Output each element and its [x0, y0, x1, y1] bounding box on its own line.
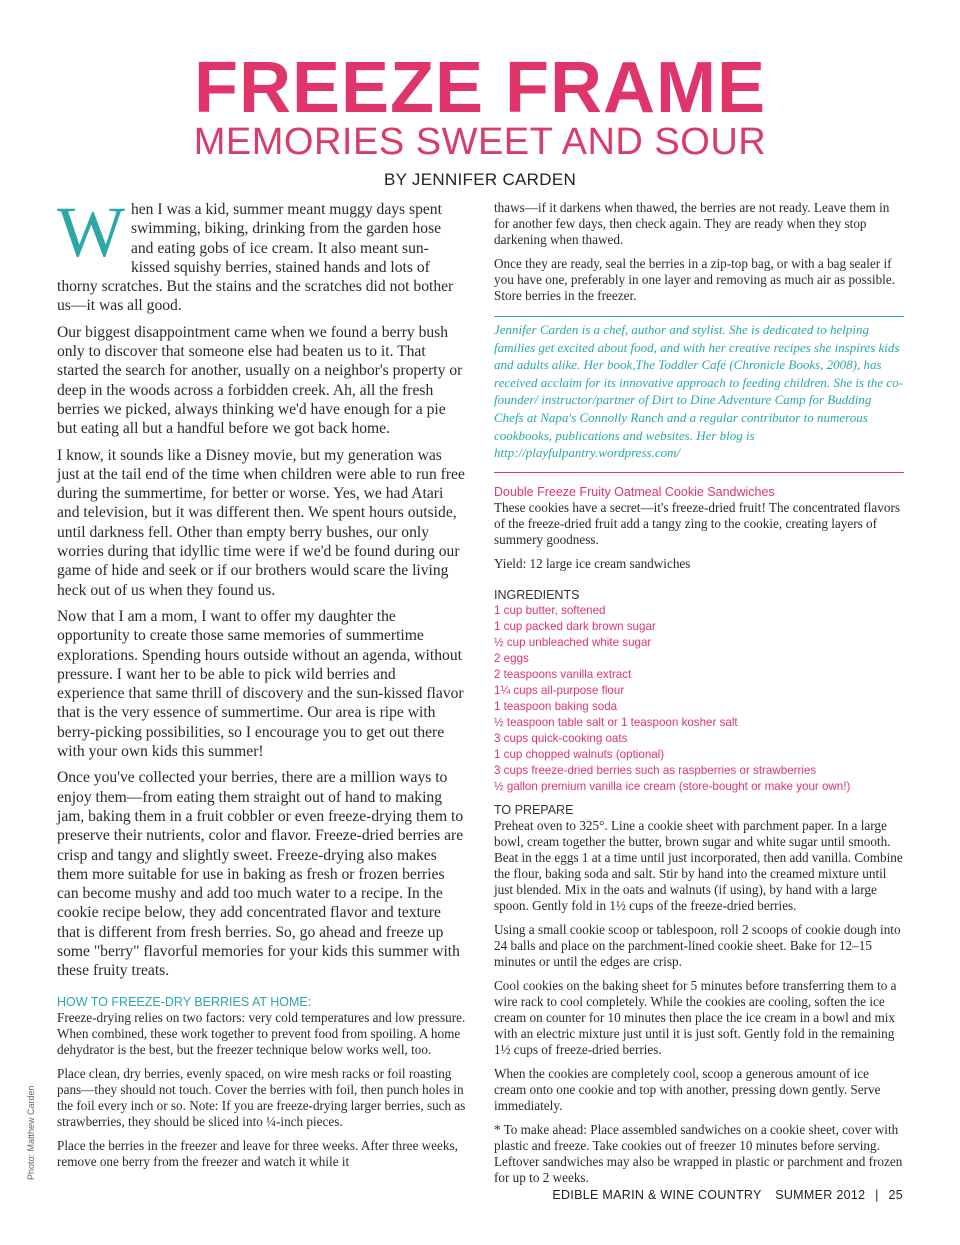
article-paragraph: Now that I am a mom, I want to offer my daughter the opportunity to create those same memories of summertime explorations. Spending hours outside without an agenda, without pressure. I want her to be able to pick wild berries and experience that same thrill of discovery and the sun-kissed flavor that is the very essence of summertime. Our area is ripe with berry-picking possibilities, so I encourage you to get out there with your own kids this summer! — [57, 607, 464, 761]
ingredient-item: 3 cups freeze-dried berries such as raspberries or strawberries — [494, 763, 817, 777]
left-column — [57, 192, 467, 1178]
make-ahead-note: * To make ahead: Place assembled sandwiches on a cookie sheet, cover with plastic and freeze. Take cookies out of freezer 10 minutes before serving. Leftover sandwiches may also be wrapped in plastic or parchment and frozen for up to 2 weeks. — [494, 1121, 903, 1185]
ingredient-item: 2 teaspoons vanilla extract — [494, 667, 632, 681]
ingredient-item: 2 eggs — [494, 651, 529, 665]
ingredient-item: 1 cup packed dark brown sugar — [494, 619, 656, 633]
article-paragraph: Our biggest disappointment came when we found a berry bush only to discover that someone else had beaten us to it. That started the search for another, usually on a neighbor's property or deep in the woods across a forbidden creek. Ah, all the fresh berries we picked, always thinking we'd have enough for a pie but eating all but a handful before we got back home. — [57, 323, 463, 438]
page-title: FREEZE FRAME — [193, 48, 766, 128]
ingredient-item: 3 cups quick-cooking oats — [494, 731, 628, 745]
recipe-title: Double Freeze Fruity Oatmeal Cookie Sandwiches — [494, 484, 775, 499]
page-number: 25 — [888, 1188, 903, 1202]
ingredient-item: 1 cup chopped walnuts (optional) — [494, 747, 665, 761]
prepare-heading: TO PREPARE — [494, 802, 574, 817]
author-bio: Jennifer Carden is a chef, author and stylist. She is dedicated to helping families get excited about food, and with her creative recipes she inspires kids and adults alike. Her book,The Toddler Café (Chronicle Books, 2008), has received acclaim for its innovative approach to feeding children. She is the co-founder/ instructor/partner of Dirt to Dine Adventure Camp for Budding Chefs at Napa's Connolly Ranch and a regular contributor to numerous cookbooks, publications and websites. Her blog is http://playfulpantry.wordpress.com/ — [494, 316, 904, 473]
article-paragraph: I know, it sounds like a Disney movie, but my generation was just at the tail end of the time when children were able to run free during the summertime, for better or worse. Yes, we had Atari and television, but it was different then. We spent hours outside, until darkness fell. Other than empty berry bushes, our only worries during that idyllic time were if we'd be found during our game of hide and seek or if our brothers would scare the living heck out of us when they found us. — [57, 446, 465, 599]
intro-text: hen I was a kid, summer meant muggy days spent swimming, biking, drinking from the garden hose and eating gobs of ice cream. It also meant sun-kissed squishy berries, stained hands and lots of thorny scratches. But the stains and the scratches did not bother us—it was all good. — [57, 201, 454, 315]
ingredient-item: 1¼ cups all-purpose flour — [494, 683, 625, 697]
prepare-step: Using a small cookie scoop or tablespoon, roll 2 scoops of cookie dough into 24 balls and place on the parchment-lined cookie sheet. Bake for 12–15 minutes or until the edges are crisp. — [494, 921, 901, 969]
howto-paragraph: Place clean, dry berries, evenly spaced, on wire mesh racks or foil roasting pans—they should not touch. Cover the berries with foil, then punch holes in the foil every inch or so. Note: If you are freeze-drying larger berries, such as strawberries, they should be sliced into ¼-inch pieces. — [57, 1065, 466, 1129]
right-column — [494, 200, 904, 1194]
howto-continued: thaws—if it darkens when thawed, the berries are not ready. Leave them in for another few days, then check again. They are ready when they stop darkening when thawed. — [494, 200, 890, 247]
article-paragraph: Once you've collected your berries, there are a million ways to enjoy them—from eating them straight out of hand to making jam, baking them in a fruit cobbler or even freeze-drying them to preserve their nutrients, color and flavor. Freeze-dried berries are crisp and tangy and slightly sweet. Freeze-drying also makes them more suitable for use in baking as fresh or frozen berries can become mushy and add too much water to a recipe. In the cookie recipe below, they add concentrated flavor and texture that is different from fresh berries. So, go ahead and freeze up some "berry" flavorful memories for your kids this summer with these fruity treats. — [57, 769, 464, 980]
recipe-intro: These cookies have a secret—it's freeze-dried fruit! The concentrated flavors of the freeze-dried fruit add a tangy zing to the cookie, creating layers of summery goodness. — [494, 499, 900, 547]
recipe-yield: Yield: 12 large ice cream sandwiches — [494, 555, 691, 571]
prepare-step: When the cookies are completely cool, scoop a generous amount of ice cream onto one cookie and top with another, pressing down gently. Serve immediately. — [494, 1065, 881, 1113]
ingredients-heading: INGREDIENTS — [494, 587, 580, 602]
ingredient-item: 1 teaspoon baking soda — [494, 699, 618, 713]
photo-credit: Photo: Matthew Carden — [26, 1085, 36, 1180]
prepare-step: Preheat oven to 325°. Line a cookie sheet with parchment paper. In a large bowl, cream together the butter, brown sugar and white sugar until smooth. Beat in the eggs 1 at a time until just incorporated, then add vanilla. Combine the flour, baking soda and salt. Stir by hand into the creamed mixture until just blended. Mix in the oats and walnuts (if using), by hand with a large spoon. Gently fold in 1½ cups of the freeze-dried berries. — [494, 817, 903, 913]
howto-paragraph: Place the berries in the freezer and leave for three weeks. After three weeks, remove one berry from the freezer and watch it while it — [57, 1137, 458, 1169]
publication-name: EDIBLE MARIN & WINE COUNTRY — [552, 1188, 762, 1202]
byline: BY JENNIFER CARDEN — [383, 170, 577, 189]
ingredient-item: ½ teaspoon table salt or 1 teaspoon kosher salt — [494, 715, 738, 729]
ingredient-item: ½ cup unbleached white sugar — [494, 635, 652, 649]
footer-separator: | — [875, 1188, 879, 1202]
page-footer — [552, 1188, 903, 1202]
prepare-step: Cool cookies on the baking sheet for 5 minutes before transferring them to a wire rack to cool completely. While the cookies are cooling, soften the ice cream on counter for 10 minutes then place the ice cream in a bowl and mix with an electric mixture just until it is just soft. Gently fold in the remaining 1½ cups of freeze-dried berries. — [494, 977, 897, 1057]
howto-continued: Once they are ready, seal the berries in a zip-top bag, or with a bag sealer if you have one, preferably in one layer and removing as much air as possible. Store berries in the freezer. — [494, 256, 895, 303]
ingredient-item: ½ gallon premium vanilla ice cream (store-bought or make your own!) — [494, 779, 851, 793]
ingredients-list — [494, 603, 904, 795]
howto-heading: HOW TO FREEZE-DRY BERRIES AT HOME: — [57, 994, 312, 1009]
intro-paragraph — [57, 192, 467, 316]
page-subtitle: MEMORIES SWEET AND SOUR — [193, 121, 767, 163]
drop-cap: W — [57, 192, 125, 272]
howto-paragraph: Freeze-drying relies on two factors: very cold temperatures and low pressure. When combined, these work together to prevent food from spoiling. A home dehydrator is the best, but the freezer technique below works well, too. — [57, 1009, 466, 1057]
ingredient-item: 1 cup butter, softened — [494, 603, 606, 617]
issue-date: SUMMER 2012 — [775, 1188, 866, 1202]
